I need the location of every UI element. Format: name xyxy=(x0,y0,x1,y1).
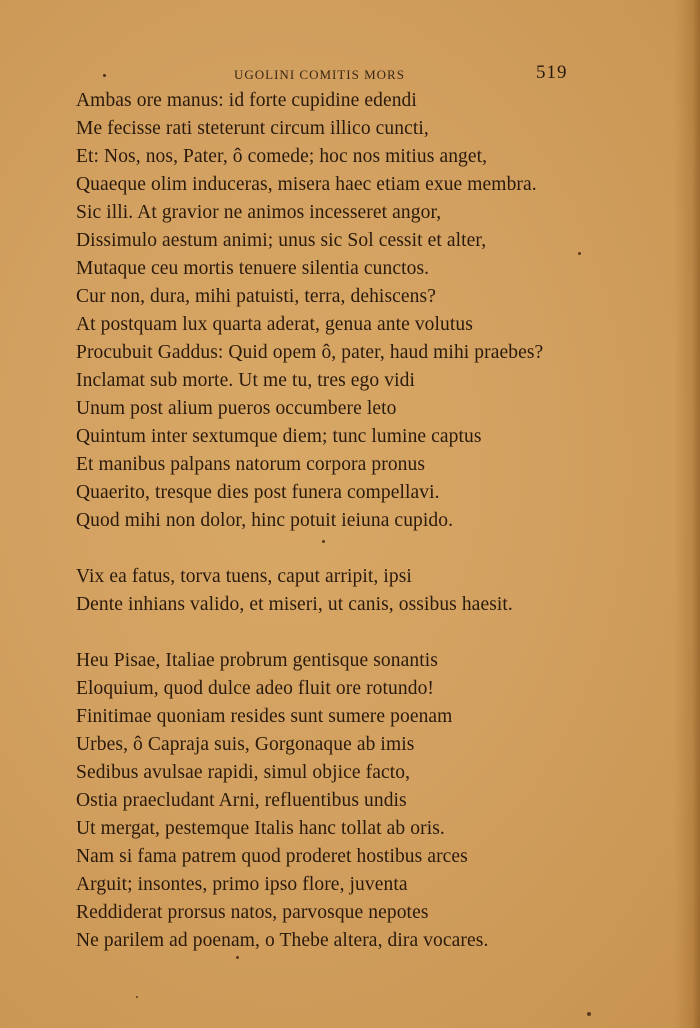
verse-line: Me fecisse rati steterunt circum illico cuncti, xyxy=(76,118,429,139)
verse-line: Reddiderat prorsus natos, parvosque nepotes xyxy=(76,902,429,923)
verse-line: Et manibus palpans natorum corpora pronus xyxy=(76,454,426,475)
page-number: 519 xyxy=(536,62,568,83)
page-edge-shadow xyxy=(674,0,700,1028)
verse-line: Ut mergat, pestemque Italis hanc tollat ab oris. xyxy=(76,818,445,839)
verse-line: Ne parilem ad poenam, o Thebe altera, dira vocares. xyxy=(76,930,489,951)
paper-speck xyxy=(587,1012,591,1016)
poem-text xyxy=(76,87,676,955)
paper-speck xyxy=(578,252,581,255)
stanza-3 xyxy=(76,647,676,955)
verse-line: Urbes, ô Capraja suis, Gorgonaque ab imis xyxy=(76,734,415,755)
paper-speck xyxy=(236,956,239,959)
verse-line: Finitimae quoniam resides sunt sumere poenam xyxy=(76,706,453,727)
paper-speck xyxy=(322,540,325,543)
verse-line: Cur non, dura, mihi patuisti, terra, dehiscens? xyxy=(76,286,436,307)
verse-line: At postquam lux quarta aderat, genua ante volutus xyxy=(76,314,473,335)
verse-line: Nam si fama patrem quod proderet hostibus arces xyxy=(76,846,468,867)
verse-line: Ostia praecludant Arni, refluentibus undis xyxy=(76,790,407,811)
paper-speck xyxy=(136,996,138,998)
verse-line: Eloquium, quod dulce adeo fluit ore rotundo! xyxy=(76,678,435,699)
verse-line: Ambas ore manus: id forte cupidine edendi xyxy=(76,90,417,111)
verse-line: Quod mihi non dolor, hinc potuit ieiuna cupido. xyxy=(76,510,454,531)
page-header xyxy=(0,62,700,88)
running-title: UGOLINI COMITIS MORS xyxy=(234,67,405,82)
verse-line: Dente inhians valido, et miseri, ut canis, ossibus haesit. xyxy=(76,594,513,615)
header-dot-mark xyxy=(103,74,106,77)
verse-line: Quaeque olim induceras, misera haec etiam exue membra. xyxy=(76,174,537,195)
verse-line: Mutaque ceu mortis tenuere silentia cunctos. xyxy=(76,258,430,279)
verse-line: Et: Nos, nos, Pater, ô comede; hoc nos mitius anget, xyxy=(76,146,488,167)
stanza-2 xyxy=(76,563,676,619)
verse-line: Quintum inter sextumque diem; tunc lumine captus xyxy=(76,426,482,447)
verse-line: Heu Pisae, Italiae probrum gentisque sonantis xyxy=(76,650,438,671)
verse-line: Sic illi. At gravior ne animos incesseret angor, xyxy=(76,202,442,223)
verse-line: Vix ea fatus, torva tuens, caput arripit, ipsi xyxy=(76,566,412,587)
verse-line: Unum post alium pueros occumbere leto xyxy=(76,398,397,419)
verse-line: Dissimulo aestum animi; unus sic Sol cessit et alter, xyxy=(76,230,487,251)
verse-line: Quaerito, tresque dies post funera compellavi. xyxy=(76,482,440,503)
verse-line: Arguit; insontes, primo ipso flore, juventa xyxy=(76,874,408,895)
verse-line: Sedibus avulsae rapidi, simul objice facto, xyxy=(76,762,411,783)
verse-line: Inclamat sub morte. Ut me tu, tres ego vidi xyxy=(76,370,415,391)
verse-line: Procubuit Gaddus: Quid opem ô, pater, haud mihi praebes? xyxy=(76,342,544,363)
stanza-1 xyxy=(76,87,676,535)
